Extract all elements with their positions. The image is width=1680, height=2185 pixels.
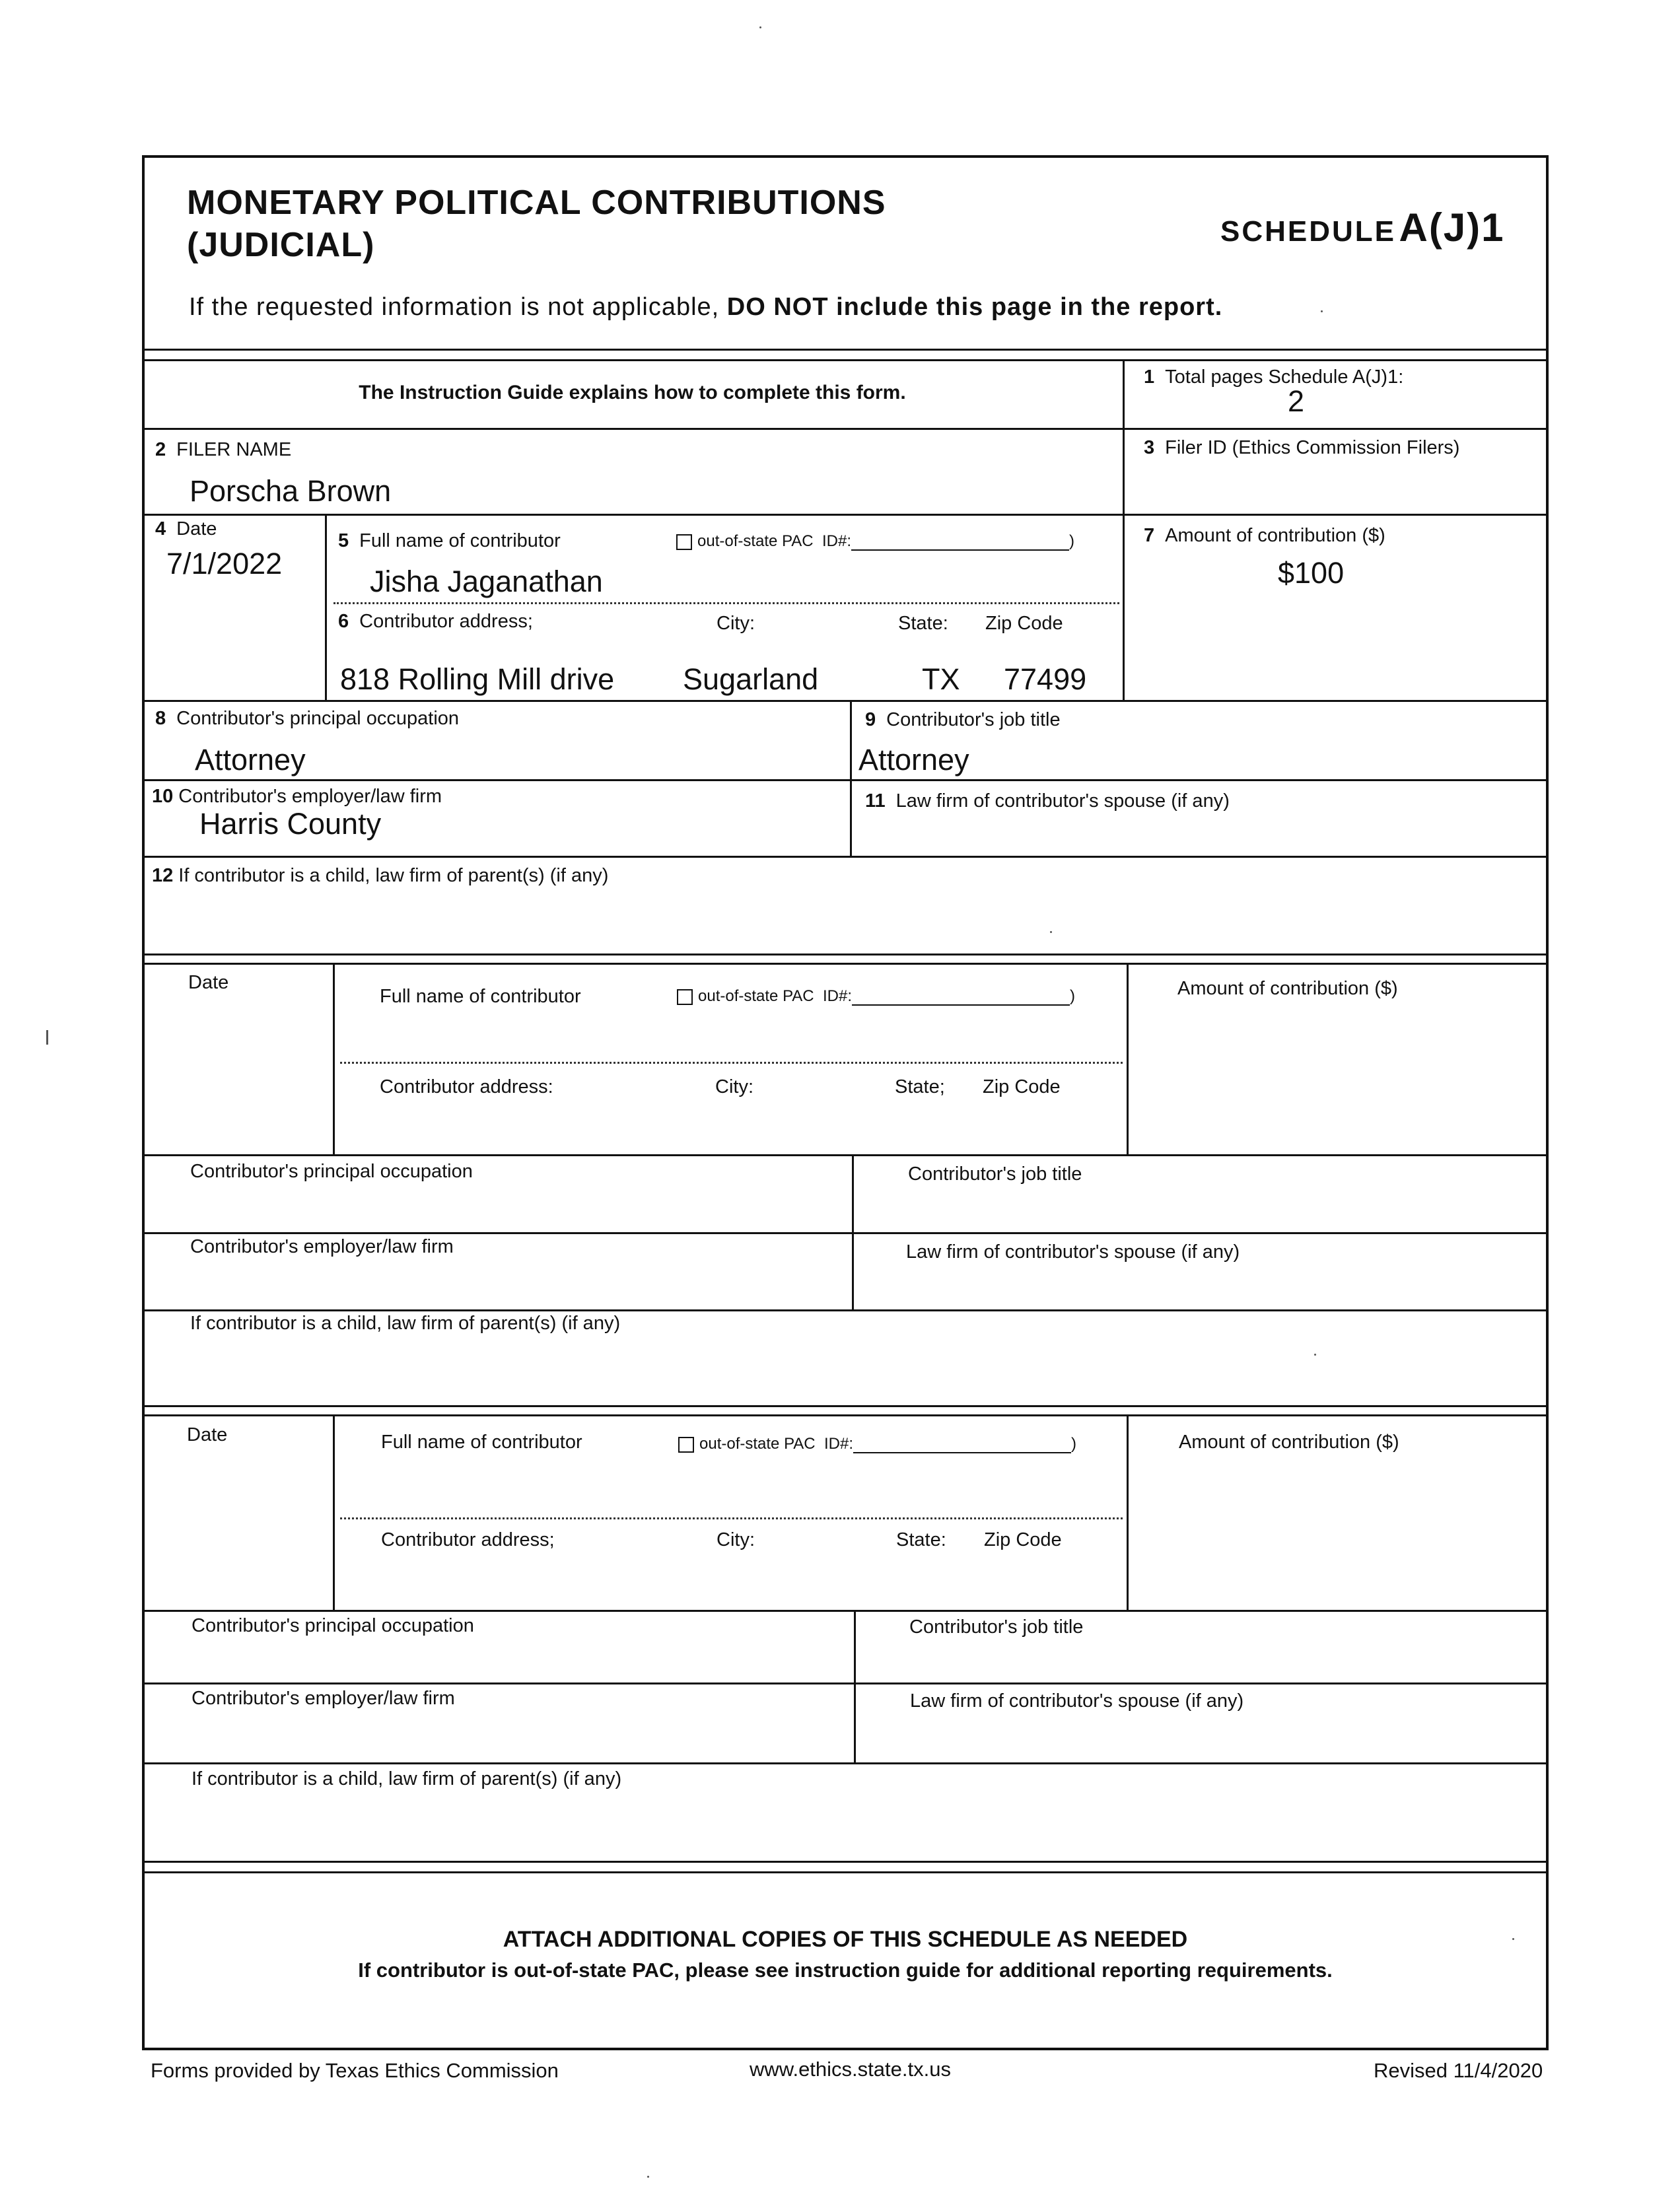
job-title-label: Contributor's job title — [909, 1616, 1084, 1638]
employer-label: Contributor's employer/law firm — [190, 1236, 454, 1257]
contributor-name-label: Full name of contributor — [380, 986, 581, 1007]
pac-id-field[interactable] — [852, 988, 1070, 1006]
id-label: ID#: — [823, 1435, 853, 1453]
contributor-address-label: Contributor address: — [380, 1076, 553, 1097]
out-of-state-pac-option — [677, 987, 1075, 1006]
pac-id-field[interactable] — [853, 1436, 1071, 1453]
field-number: 12 — [152, 865, 174, 886]
job-title-value[interactable]: Attorney — [858, 743, 969, 777]
footer-revision: Revised 11/4/2020 — [1374, 2059, 1543, 2082]
spouse-firm-label: Law firm of contributor's spouse (if any) — [906, 1241, 1240, 1263]
label-text: Full name of contributor — [359, 530, 561, 551]
divider — [142, 779, 1549, 781]
state-label: State: — [896, 1529, 946, 1550]
address-value[interactable]: 818 Rolling Mill drive — [340, 662, 615, 696]
divider — [333, 1414, 335, 1611]
schedule-label: SCHEDULE — [1220, 215, 1397, 248]
city-value[interactable]: Sugarland — [683, 662, 819, 696]
employer-value[interactable]: Harris County — [199, 807, 382, 841]
notice — [189, 293, 1222, 322]
zip-label: Zip Code — [983, 1076, 1061, 1097]
divider — [142, 954, 1549, 955]
divider — [142, 349, 1549, 351]
parent-firm-label: If contributor is a child, law firm of parent(s) (if any) — [190, 1313, 621, 1334]
label-text: Contributor address; — [359, 611, 533, 632]
divider — [142, 1762, 1549, 1764]
label-text: Contributor's employer/law firm — [178, 786, 442, 807]
city-label: City: — [715, 1076, 753, 1097]
date-label: Date — [188, 972, 229, 993]
dotted-separator — [340, 1062, 1123, 1064]
out-of-state-pac-option — [678, 1435, 1076, 1453]
divider — [142, 428, 1549, 430]
field-number: 2 — [155, 439, 166, 460]
divider — [1127, 963, 1129, 1156]
out-of-state-pac-option — [676, 532, 1074, 551]
state-value[interactable]: TX — [922, 662, 960, 696]
occupation-value[interactable]: Attorney — [195, 743, 306, 777]
divider — [1123, 359, 1125, 701]
scan-speck — [1321, 310, 1323, 312]
amount-label: Amount of contribution ($) — [1179, 1432, 1399, 1453]
divider — [1127, 1414, 1129, 1611]
state-label: State: — [898, 613, 948, 634]
out-of-state-pac-checkbox[interactable] — [676, 534, 692, 550]
amount-label: Amount of contribution ($) — [1177, 978, 1398, 999]
schedule-code: A(J)1 — [1399, 205, 1505, 250]
divider — [142, 963, 1549, 965]
job-title-label: Contributor's job title — [908, 1163, 1082, 1185]
id-label: ID#: — [822, 532, 851, 550]
divider — [142, 700, 1549, 702]
contributor-name-value[interactable]: Jisha Jaganathan — [370, 565, 603, 598]
label-text: Filer ID (Ethics Commission Filers) — [1165, 437, 1460, 458]
scan-speck — [1314, 1354, 1316, 1356]
dotted-separator — [333, 602, 1119, 604]
divider — [142, 359, 1549, 361]
divider — [142, 1871, 1549, 1873]
label-text: FILER NAME — [176, 439, 292, 460]
out-of-state-pac-checkbox[interactable] — [678, 1437, 694, 1453]
date-label: Date — [187, 1424, 228, 1445]
spouse-firm-label: Law firm of contributor's spouse (if any) — [910, 1690, 1244, 1712]
contributor-address-label: Contributor address; — [381, 1529, 555, 1550]
notice-text: If the requested information is not applicable, — [189, 293, 720, 321]
divider — [142, 856, 1549, 858]
pac-label: out-of-state PAC — [697, 532, 814, 550]
label-text: Total pages Schedule A(J)1: — [1165, 366, 1404, 388]
divider — [142, 1610, 1549, 1612]
occupation-label: Contributor's principal occupation — [192, 1615, 474, 1636]
parent-firm-label — [152, 865, 608, 887]
schedule-id — [1220, 205, 1505, 250]
occupation-label — [155, 708, 459, 730]
dotted-separator — [340, 1517, 1123, 1519]
field-number: 1 — [1144, 366, 1155, 388]
scan-speck — [46, 1030, 48, 1045]
contributor-name-label — [338, 530, 561, 552]
label-text: Amount of contribution ($) — [1165, 525, 1385, 546]
date-value[interactable]: 7/1/2022 — [166, 547, 283, 580]
pac-id-field[interactable] — [851, 534, 1069, 551]
label-text: Law firm of contributor's spouse (if any) — [895, 790, 1230, 812]
spouse-firm-label — [865, 790, 1230, 812]
total-pages-label — [1144, 366, 1403, 388]
zip-label: Zip Code — [984, 1529, 1062, 1550]
pac-label: out-of-state PAC — [698, 987, 814, 1005]
filer-id-label — [1144, 437, 1459, 459]
occupation-label: Contributor's principal occupation — [190, 1161, 473, 1182]
title-line-1: MONETARY POLITICAL CONTRIBUTIONS — [187, 184, 886, 222]
instruction-note: The Instruction Guide explains how to complete this form. — [359, 382, 906, 403]
field-number: 3 — [1144, 437, 1155, 458]
contributor-name-label: Full name of contributor — [381, 1432, 582, 1453]
job-title-label — [865, 709, 1061, 731]
divider — [142, 514, 1549, 516]
divider — [325, 514, 327, 701]
id-label: ID#: — [822, 987, 852, 1005]
scan-speck — [759, 26, 761, 28]
zip-label: Zip Code — [985, 613, 1063, 634]
label-text: Contributor's job title — [886, 709, 1061, 730]
date-label — [155, 518, 217, 540]
footer-provider: Forms provided by Texas Ethics Commission — [151, 2059, 559, 2082]
field-number: 7 — [1144, 525, 1155, 546]
total-pages-value[interactable]: 2 — [1288, 384, 1305, 418]
pac-label: out-of-state PAC — [699, 1435, 816, 1453]
divider — [142, 1309, 1549, 1311]
contributor-address-label — [338, 611, 533, 633]
field-number: 6 — [338, 611, 349, 632]
city-label: City: — [717, 613, 755, 634]
divider — [142, 1405, 1549, 1407]
attach-copies-note: ATTACH ADDITIONAL COPIES OF THIS SCHEDULE AS NEEDED — [503, 1927, 1188, 1952]
id-close: ) — [1070, 987, 1075, 1005]
employer-label: Contributor's employer/law firm — [192, 1688, 455, 1709]
field-number: 11 — [865, 790, 886, 812]
amount-label — [1144, 525, 1385, 547]
label-text: If contributor is a child, law firm of parent(s) (if any) — [178, 865, 609, 886]
amount-value[interactable]: $100 — [1278, 556, 1345, 590]
divider — [854, 1610, 856, 1764]
id-close: ) — [1069, 532, 1074, 550]
divider — [850, 700, 852, 857]
divider — [142, 1232, 1549, 1234]
label-text: Contributor's principal occupation — [176, 708, 460, 729]
divider — [142, 1154, 1549, 1156]
title-line-2: (JUDICIAL) — [187, 226, 375, 264]
field-number: 4 — [155, 518, 166, 539]
divider — [142, 1682, 1549, 1684]
field-number: 8 — [155, 708, 166, 729]
divider — [142, 1414, 1549, 1416]
pac-requirements-note: If contributor is out-of-state PAC, please see instruction guide for additional reporting requirements. — [358, 1959, 1333, 1982]
form-title — [187, 182, 886, 266]
filer-name-value[interactable]: Porscha Brown — [190, 474, 392, 508]
out-of-state-pac-checkbox[interactable] — [677, 989, 693, 1005]
scan-speck — [647, 2176, 649, 2178]
footer-website[interactable]: www.ethics.state.tx.us — [750, 2058, 951, 2081]
notice-bold: DO NOT include this page in the report. — [726, 293, 1223, 321]
field-number: 5 — [338, 530, 349, 551]
field-number: 10 — [152, 786, 174, 807]
city-label: City: — [717, 1529, 755, 1550]
scan-speck — [1050, 931, 1052, 933]
filer-name-label — [155, 439, 291, 461]
field-number: 9 — [865, 709, 876, 730]
divider — [142, 1861, 1549, 1863]
zip-value[interactable]: 77499 — [1004, 662, 1087, 696]
divider — [333, 963, 335, 1156]
state-label: State; — [895, 1076, 945, 1097]
id-close: ) — [1071, 1435, 1076, 1453]
employer-label — [152, 786, 442, 808]
label-text: Date — [176, 518, 217, 539]
scan-speck — [1512, 1938, 1514, 1940]
parent-firm-label: If contributor is a child, law firm of parent(s) (if any) — [192, 1768, 622, 1789]
